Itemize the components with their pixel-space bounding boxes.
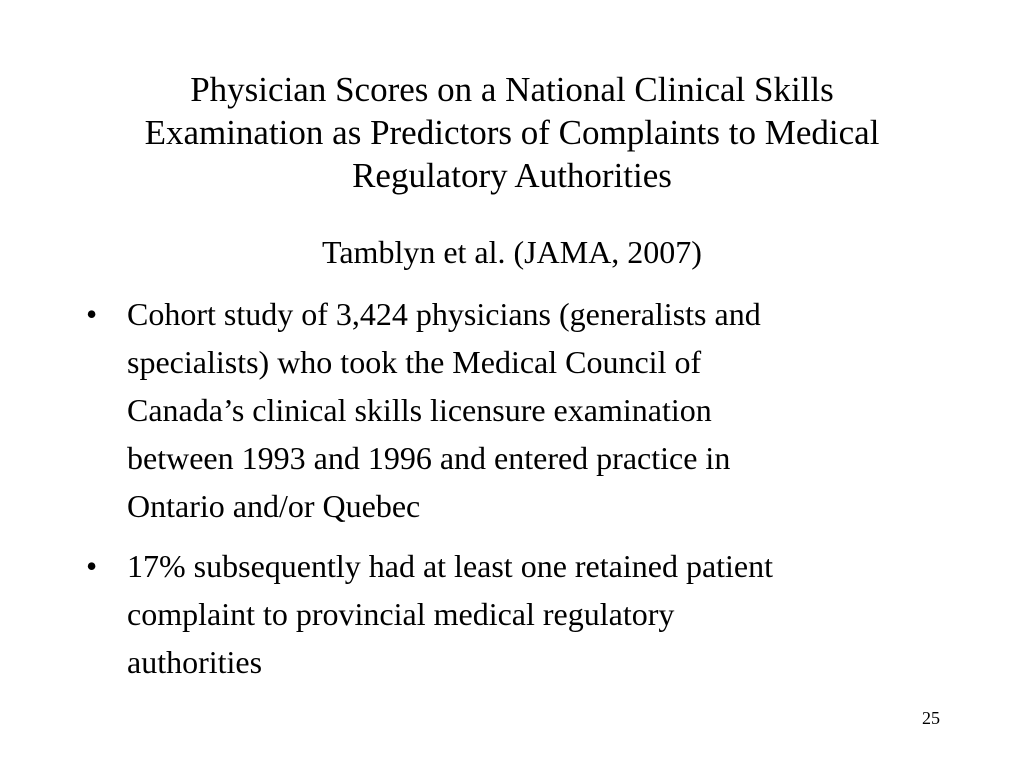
bullet-text — [127, 542, 966, 686]
slide-title-line: Regulatory Authorities — [352, 156, 672, 195]
bullet-text — [127, 290, 966, 530]
bullet-text-line: Canada’s clinical skills licensure examination — [127, 392, 712, 428]
bullet-item-cohort-study — [86, 290, 966, 530]
bullet-text-line: 17% subsequently had at least one retained patient — [127, 548, 774, 584]
bullet-list — [86, 290, 966, 686]
bullet-text-line: complaint to provincial medical regulatory — [127, 596, 675, 632]
bullet-text-line: Ontario and/or Quebec — [127, 488, 421, 524]
bullet-point-icon: • — [86, 548, 98, 584]
citation-subtitle: Tamblyn et al. (JAMA, 2007) — [322, 234, 702, 270]
slide-title-line: Examination as Predictors of Complaints to Medical — [144, 113, 880, 152]
slide-title-line: Physician Scores on a National Clinical Skills — [190, 70, 834, 109]
bullet-text-line: between 1993 and 1996 and entered practice in — [127, 440, 731, 476]
bullet-item-complaint-rate — [86, 542, 966, 686]
bullet-point-icon: • — [86, 296, 98, 332]
bullet-text-line: authorities — [127, 644, 263, 680]
page-number: 25 — [922, 708, 940, 728]
bullet-text-line: specialists) who took the Medical Council of — [127, 344, 702, 380]
bullet-text-line: Cohort study of 3,424 physicians (generalists and — [127, 296, 761, 332]
slide-title — [60, 68, 964, 197]
